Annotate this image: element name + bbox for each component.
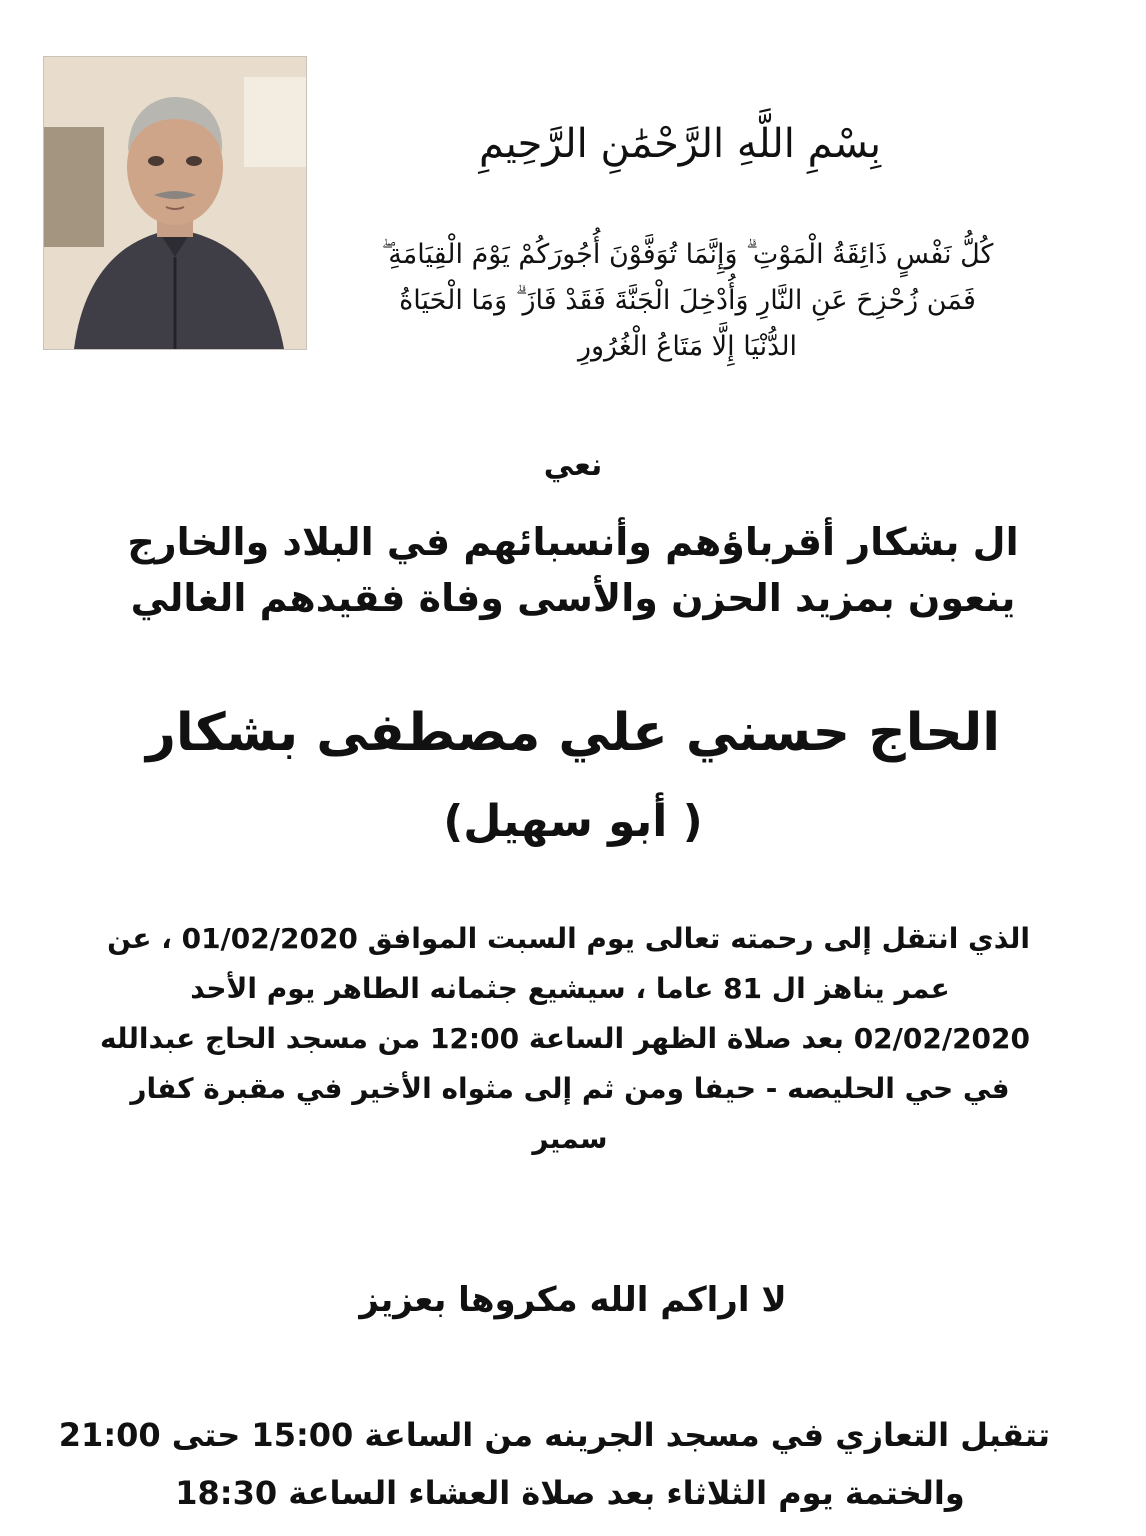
family-line: ال بشكار أقرباؤهم وأنسبائهم في البلاد والخارج	[127, 520, 1019, 564]
quran-verse	[330, 232, 1045, 370]
details-line: عمر يناهز ال 81 عاما ، سيشيع جثمانه الطاهر يوم الأحد	[190, 972, 950, 1005]
details-line: في حي الحليصه - حيفا ومن ثم إلى مثواه الأخير في مقبرة كفار	[130, 1072, 1010, 1105]
deceased-name: الحاج حسني علي مصطفى بشكار	[145, 703, 1001, 763]
announcement-word: نعي	[543, 448, 603, 483]
condolence-line: والختمة يوم الثلاثاء بعد صلاة العشاء الساعة 18:30	[175, 1474, 965, 1512]
condolence-line: تتقبل التعازي في مسجد الجرينه من الساعة 15:00 حتى 21:00	[58, 1416, 1050, 1454]
basmala: بِسْمِ اللَّهِ الرَّحْمَٰنِ الرَّحِيمِ	[478, 121, 882, 167]
details-line: سمير	[532, 1122, 608, 1155]
details-line: الذي انتقل إلى رحمته تعالى يوم السبت الموافق 01/02/2020 ، عن	[107, 922, 1030, 955]
portrait-image	[44, 57, 306, 349]
verse-line: فَمَن زُحْزِحَ عَنِ النَّارِ وَأُدْخِلَ الْجَنَّةَ فَقَدْ فَازَ ۗ وَمَا الْحَيَاةُ	[399, 285, 976, 316]
family-line: ينعون بمزيد الحزن والأسى وفاة فقيدهم الغالي	[130, 576, 1016, 620]
verse-line: الدُّنْيَا إِلَّا مَتَاعُ الْغُرُورِ	[577, 331, 798, 362]
funeral-details	[100, 914, 1030, 1164]
deceased-nickname: ( أبو سهيل)	[443, 796, 703, 847]
family-announcement	[0, 514, 1146, 626]
condolence-prayer: لا اراكم الله مكروها بعزيز	[359, 1280, 787, 1320]
verse-line: كُلُّ نَفْسٍ ذَائِقَةُ الْمَوْتِ ۗ وَإِنَّمَا تُوَفَّوْنَ أُجُورَكُمْ يَوْمَ الْقِيَامَةِ ۖ	[381, 239, 994, 270]
details-line: 02/02/2020 بعد صلاة الظهر الساعة 12:00 من مسجد الحاج عبدالله	[100, 1022, 1030, 1055]
condolence-info	[58, 1406, 1050, 1522]
deceased-photo	[43, 56, 307, 350]
